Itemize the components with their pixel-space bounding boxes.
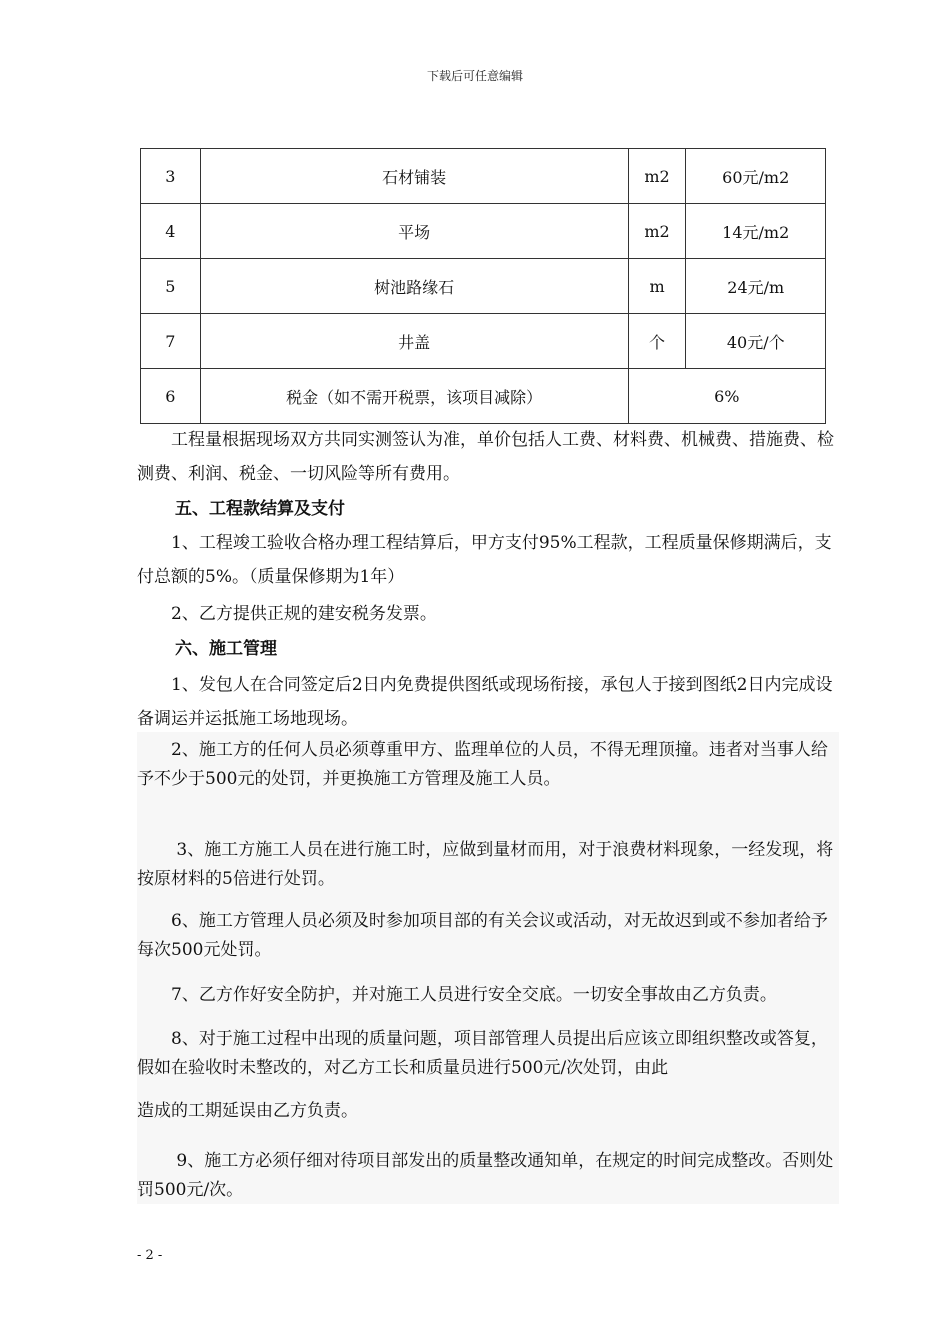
row-price: 60元/m2 — [686, 149, 826, 204]
row-number: 5 — [141, 259, 201, 314]
row-item: 石材铺装 — [200, 149, 628, 204]
row-price: 24元/m — [686, 259, 826, 314]
row-number: 3 — [141, 149, 201, 204]
tax-rate: 6% — [628, 369, 825, 424]
section-6-item-9: 9、施工方必须仔细对待项目部发出的质量整改通知单，在规定的时间完成整改。否则处罚500元/次。 — [137, 1151, 834, 1200]
row-number: 6 — [141, 369, 201, 424]
price-table — [140, 148, 826, 424]
shaded-clause-block — [137, 732, 839, 1204]
row-item: 平场 — [200, 204, 628, 259]
section-5-title: 五、工程款结算及支付 — [175, 499, 345, 519]
row-item: 树池路缘石 — [200, 259, 628, 314]
section-6-item-8: 8、对于施工过程中出现的质量问题，项目部管理人员提出后应该立即组织整改或答复，假如在验收时未整改的，对乙方工长和质量员进行500元/次处罚，由此 — [137, 1029, 828, 1078]
row-number: 4 — [141, 204, 201, 259]
section-5-item-1: 1、工程竣工验收合格办理工程结算后，甲方支付95%工程款，工程质量保修期满后，支付总额的5%。（质量保修期为1年） — [137, 533, 832, 587]
table-row — [141, 259, 826, 314]
table-row — [141, 314, 826, 369]
section-6-item-2: 2、施工方的任何人员必须尊重甲方、监理单位的人员，不得无理顶撞。违者对当事人给予不少于500元的处罚，并更换施工方管理及施工人员。 — [137, 740, 828, 789]
table-row-tax — [141, 369, 826, 424]
row-unit: m2 — [628, 149, 686, 204]
row-price: 40元/个 — [686, 314, 826, 369]
row-item: 税金（如不需开税票，该项目减除） — [200, 369, 628, 424]
row-unit: m2 — [628, 204, 686, 259]
section-6-title: 六、施工管理 — [175, 639, 277, 659]
row-number: 7 — [141, 314, 201, 369]
section-6-item-3: 3、施工方施工人员在进行施工时，应做到量材而用，对于浪费材料现象，一经发现，将按原材料的5倍进行处罚。 — [137, 840, 834, 889]
row-price: 14元/m2 — [686, 204, 826, 259]
section-5-item-2: 2、乙方提供正规的建安税务发票。 — [137, 604, 437, 624]
header-note: 下载后可任意编辑 — [426, 69, 523, 83]
quantity-note-paragraph: 工程量根据现场双方共同实测签认为准，单价包括人工费、材料费、机械费、措施费、检测费、利润、税金、一切风险等所有费用。 — [137, 430, 834, 484]
section-6-item-8-continued: 造成的工期延误由乙方负责。 — [137, 1101, 358, 1121]
row-unit: m — [628, 259, 686, 314]
row-unit: 个 — [628, 314, 686, 369]
row-item: 井盖 — [200, 314, 628, 369]
section-6-item-6: 6、施工方管理人员必须及时参加项目部的有关会议或活动，对无故迟到或不参加者给予每次500元处罚。 — [137, 911, 828, 960]
table-row — [141, 204, 826, 259]
section-6-item-7: 7、乙方作好安全防护，并对施工人员进行安全交底。一切安全事故由乙方负责。 — [137, 985, 777, 1005]
table-row — [141, 149, 826, 204]
page-number: - 2 - — [137, 1248, 163, 1263]
section-6-item-1: 1、发包人在合同签定后2日内免费提供图纸或现场衔接，承包人于接到图纸2日内完成设备调运并运抵施工场地现场。 — [137, 675, 833, 729]
